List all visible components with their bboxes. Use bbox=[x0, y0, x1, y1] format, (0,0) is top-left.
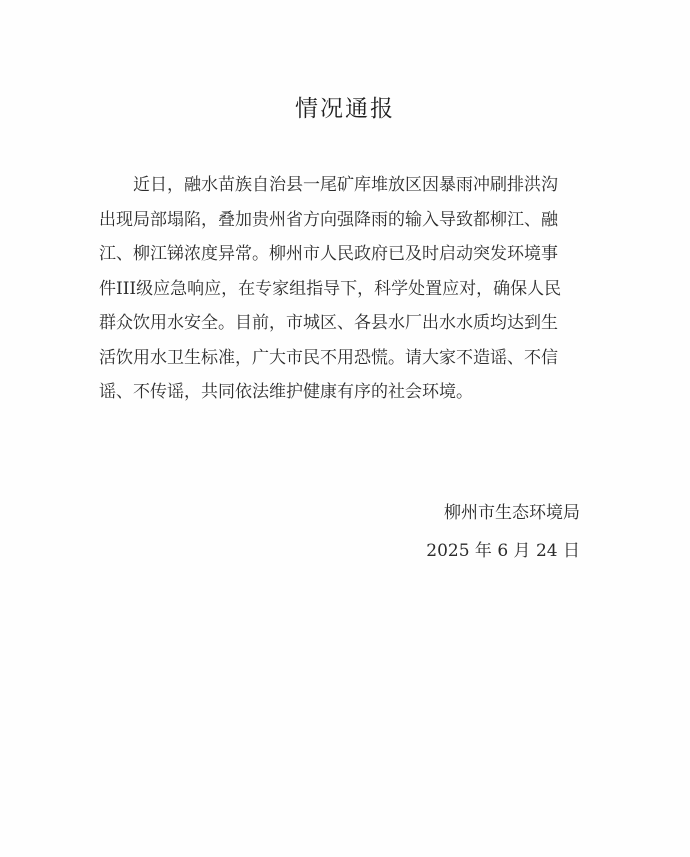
body-line: 近日，融水苗族自治县一尾矿库堆放区因暴雨冲刷排洪沟 bbox=[133, 175, 558, 195]
document-title: 情况通报 bbox=[295, 96, 395, 122]
signature-block bbox=[426, 494, 580, 570]
body-line: 件III级应急响应，在专家组指导下，科学处置应对，确保人民 bbox=[99, 278, 562, 299]
issue-date: 2025 年 6 月 24 日 bbox=[426, 541, 580, 561]
body-line: 谣、不传谣，共同依法维护健康有序的社会环境。 bbox=[99, 382, 473, 402]
issuer-name: 柳州市生态环境局 bbox=[444, 503, 580, 523]
document-body bbox=[99, 168, 599, 410]
body-line: 活饮用水卫生标准，广大市民不用恐慌。请大家不造谣、不信 bbox=[99, 347, 558, 368]
body-line: 群众饮用水安全。目前，市城区、各县水厂出水水质均达到生 bbox=[99, 313, 558, 333]
body-line: 江、柳江锑浓度异常。柳州市人民政府已及时启动突发环境事 bbox=[99, 244, 558, 264]
body-line: 出现局部塌陷，叠加贵州省方向强降雨的输入导致都柳江、融 bbox=[99, 209, 558, 230]
